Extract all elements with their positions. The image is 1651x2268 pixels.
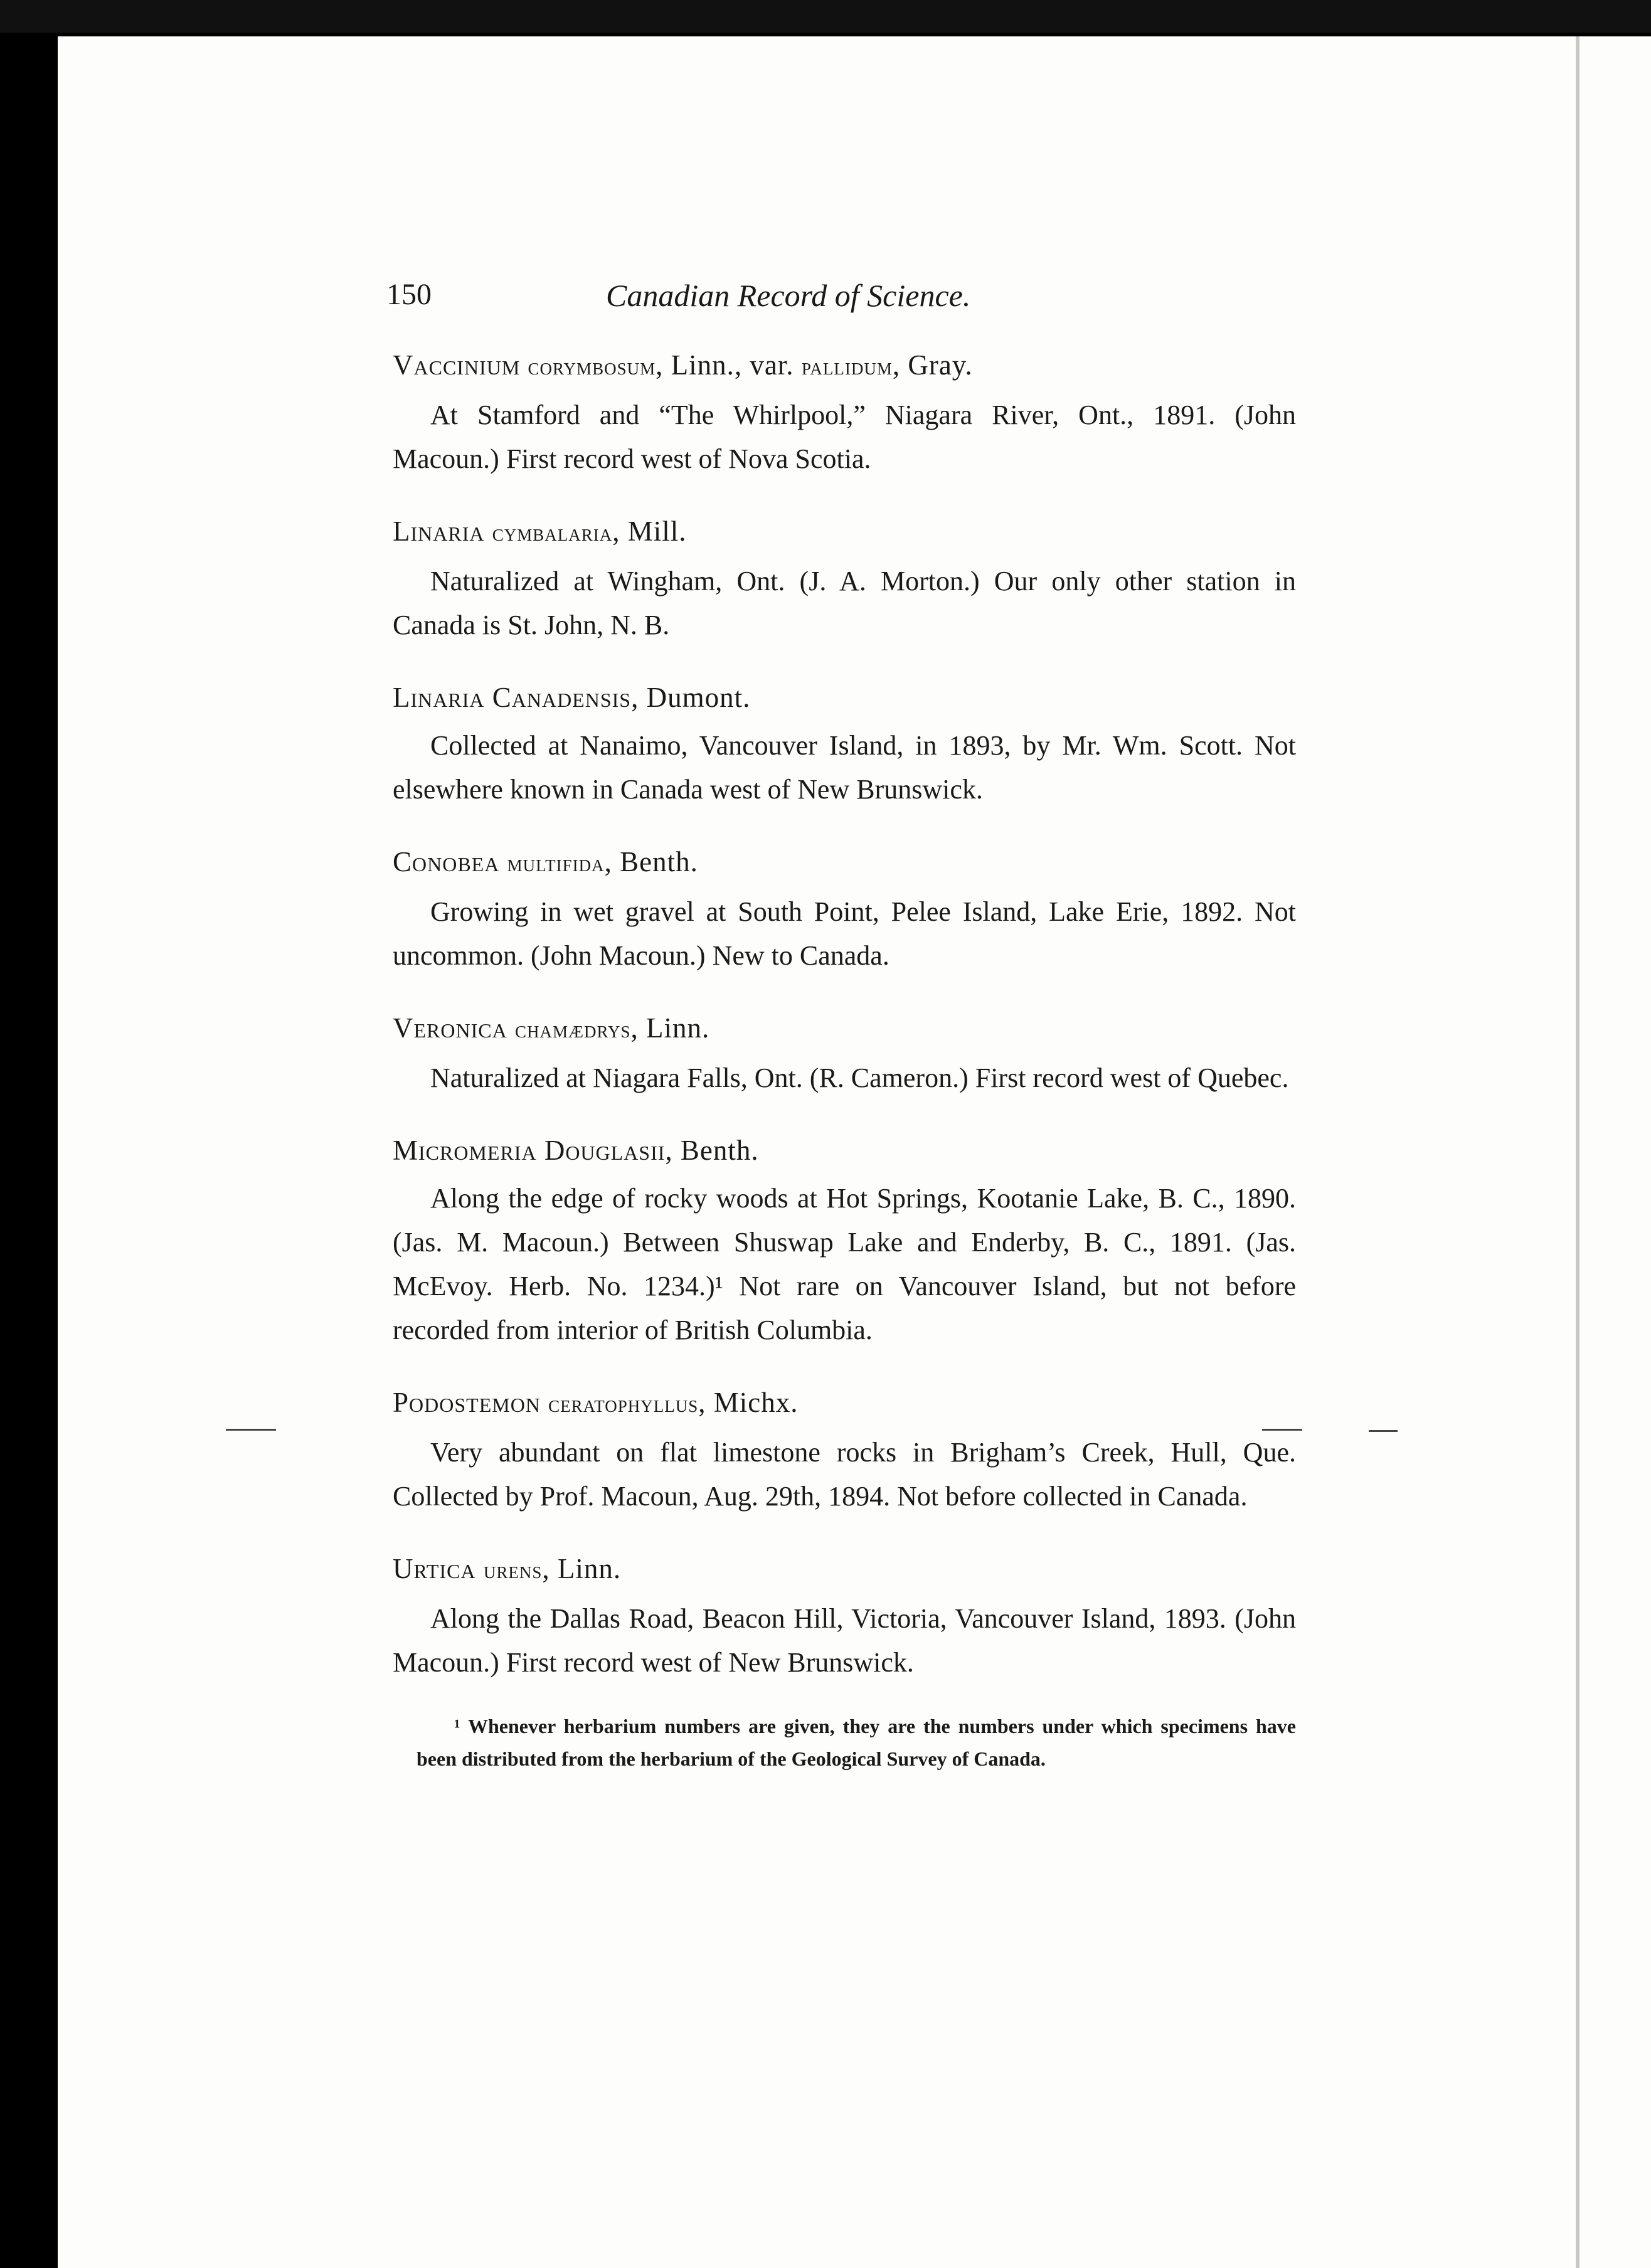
authority: , Michx.	[698, 1387, 799, 1418]
entry-text: Very abundant on flat limestone rocks in Brigham’s Creek, Hull, Que. Collected by Prof. Macoun, Aug. 29th, 1894. Not before collected in Canada.	[393, 1437, 1296, 1512]
genus-name: Linaria	[393, 682, 485, 713]
authority: , Benth.	[665, 1135, 759, 1166]
entry-text: Naturalized at Niagara Falls, Ont. (R. Cameron.) First record west of Quebec.	[430, 1062, 1289, 1093]
entry-heading	[393, 1008, 1296, 1050]
running-header	[336, 246, 1296, 315]
genus-name: Urtica	[393, 1553, 476, 1584]
entry-heading	[393, 677, 1296, 718]
species-entry	[393, 842, 1296, 978]
genus-name: Vaccinium	[393, 349, 521, 381]
entry-text: Collected at Nanaimo, Vancouver Island, in 1893, by Mr. Wm. Scott. Not elsewhere known in Canada west of New Brunswick.	[393, 730, 1296, 805]
page-number: 150	[386, 278, 432, 311]
scan-border-top	[0, 0, 1651, 33]
species-entry	[393, 677, 1296, 812]
species-entry	[393, 511, 1296, 647]
genus-name: Veronica	[393, 1012, 507, 1044]
authority: , Dumont.	[631, 682, 751, 713]
scan-mark-left	[226, 1429, 276, 1431]
page-edge-line	[1576, 36, 1579, 2268]
entry-heading	[393, 1549, 1296, 1591]
species-name: corymbosum	[528, 354, 656, 380]
authority: , Benth.	[604, 846, 698, 877]
variety-authority: , Gray.	[892, 349, 973, 381]
species-entry	[393, 1008, 1296, 1100]
genus-name: Podostemon	[393, 1387, 541, 1418]
entry-heading	[393, 842, 1296, 884]
species-name: chamædrys	[514, 1017, 631, 1043]
genus-name: Conobea	[393, 846, 500, 877]
authority: , Linn.	[630, 1012, 710, 1044]
footnote: ¹ Whenever herbarium numbers are given, they are the numbers under which specimens have been distributed from the herbarium of the Geological Survey of Canada.	[417, 1715, 1296, 1770]
genus-name: Micromeria	[393, 1135, 537, 1166]
authority: , Linn., var.	[656, 349, 802, 381]
species-entry	[393, 1382, 1296, 1518]
genus-name: Linaria	[393, 516, 485, 547]
species-entry	[393, 345, 1296, 481]
entry-text: Along the Dallas Road, Beacon Hill, Victoria, Vancouver Island, 1893. (John Macoun.) First record west of New Brunswick.	[393, 1603, 1296, 1678]
species-name: ceratophyllus	[548, 1391, 699, 1417]
entry-text: Along the edge of rocky woods at Hot Springs, Kootanie Lake, B. C., 1890. (Jas. M. Macoun.) Between Shuswap Lake and Enderby, B. C., 1891. (Jas. McEvoy. Herb. No. 1234.)¹ Not rare on Vancouver Island, but not before recorded from interior of British Columbia.	[393, 1183, 1296, 1345]
authority: , Mill.	[612, 516, 687, 547]
species-entry	[393, 1130, 1296, 1352]
species-entry	[393, 1549, 1296, 1685]
species-name: Canadensis	[492, 682, 632, 713]
entry-heading	[393, 1382, 1296, 1424]
authority: , Linn.	[542, 1553, 622, 1584]
variety-name: pallidum	[801, 354, 893, 380]
entry-text: At Stamford and “The Whirlpool,” Niagara River, Ont., 1891. (John Macoun.) First record west of Nova Scotia.	[393, 400, 1296, 474]
entry-text: Growing in wet gravel at South Point, Pelee Island, Lake Erie, 1892. Not uncommon. (John Macoun.) New to Canada.	[393, 896, 1296, 971]
entry-heading	[393, 345, 1296, 387]
species-name: Douglasii	[544, 1135, 666, 1166]
entry-heading	[393, 1130, 1296, 1170]
page-content	[336, 246, 1296, 1775]
journal-title: Canadian Record of Science.	[606, 278, 971, 313]
species-name: multifida	[507, 850, 605, 877]
entry-heading	[393, 511, 1296, 553]
scan-mark-far-right	[1369, 1430, 1398, 1432]
entry-text: Naturalized at Wingham, Ont. (J. A. Morton.) Our only other station in Canada is St. John, N. B.	[393, 566, 1296, 640]
species-name: urens	[483, 1557, 543, 1584]
species-name: cymbalaria	[492, 520, 613, 546]
